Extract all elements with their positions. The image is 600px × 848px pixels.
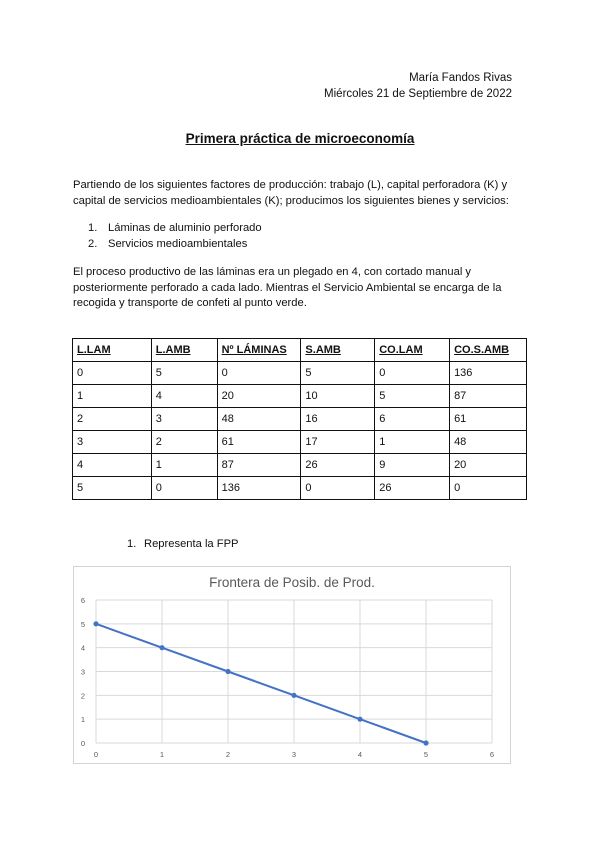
process-paragraph: El proceso productivo de las láminas era un plegado en 4, con cortado manual y posteriormente perforado a cada lado. Mientras el Servicio Ambiental se encarga de la recogida y transporte de confeti al punto verde. [73, 266, 502, 309]
author-block [324, 70, 512, 102]
table-cell: 5 [375, 385, 450, 408]
list-label: Servicios medioambientales [108, 237, 248, 250]
table-cell: 61 [217, 431, 301, 454]
x-tick-label: 5 [423, 750, 429, 759]
ppf-chart [73, 566, 511, 764]
table-cell: 2 [151, 431, 217, 454]
y-tick-label: 0 [80, 739, 85, 748]
table-cell: 3 [151, 408, 217, 431]
list-item [88, 221, 262, 237]
table-cell: 4 [151, 385, 217, 408]
table-cell: 5 [151, 362, 217, 385]
table-cell: 0 [450, 477, 527, 500]
y-tick-label: 3 [80, 667, 85, 677]
table-row [73, 385, 527, 408]
table-cell: 16 [301, 408, 375, 431]
column-header: L.AMB [151, 339, 217, 362]
table-cell: 5 [301, 362, 375, 385]
data-point [423, 740, 428, 745]
table-cell: 20 [217, 385, 301, 408]
table-cell: 17 [301, 431, 375, 454]
y-tick-label: 6 [80, 596, 85, 605]
goods-list [88, 221, 262, 252]
x-tick-label: 2 [225, 750, 231, 759]
y-tick-label: 1 [80, 715, 85, 725]
table-cell: 0 [301, 477, 375, 500]
x-tick-label: 3 [291, 750, 297, 759]
y-tick-label: 5 [80, 619, 85, 629]
chart-grid [96, 600, 492, 743]
table-cell: 0 [217, 362, 301, 385]
table-cell: 2 [73, 408, 152, 431]
x-tick-label: 1 [159, 750, 165, 759]
data-point [159, 645, 164, 650]
data-point [357, 717, 362, 722]
table-cell: 87 [450, 385, 527, 408]
column-header: Nº LÁMINAS [217, 339, 301, 362]
intro-paragraph: Partiendo de los siguientes factores de producción: trabajo (L), capital perforadora (K) y capital de servicios medioambientales (K); producimos los siguientes bienes y servicios: [73, 179, 509, 207]
y-tick-label: 2 [80, 691, 85, 701]
table-row [73, 477, 527, 500]
table-cell: 0 [151, 477, 217, 500]
table-row [73, 408, 527, 431]
table-cell: 1 [375, 431, 450, 454]
list-label: Láminas de aluminio perforado [108, 222, 262, 234]
chart-title: Frontera de Posib. de Prod. [209, 575, 375, 590]
table-cell: 87 [217, 454, 301, 477]
table-cell: 1 [151, 454, 217, 477]
table-row [73, 454, 527, 477]
list-number: 2. [88, 237, 98, 250]
table-cell: 0 [375, 362, 450, 385]
production-table [72, 338, 527, 500]
chart-ticks [81, 596, 494, 759]
table-cell: 26 [375, 477, 450, 500]
table-cell: 26 [301, 454, 375, 477]
data-point [93, 621, 98, 626]
data-point [291, 693, 296, 698]
table-header-row [73, 339, 527, 362]
table-cell: 20 [450, 454, 527, 477]
list-number: 1. [88, 222, 98, 234]
table-cell: 5 [73, 477, 152, 500]
column-header: CO.LAM [375, 339, 450, 362]
document-date: Miércoles 21 de Septiembre de 2022 [324, 88, 512, 100]
table-cell: 6 [375, 408, 450, 431]
x-tick-label: 0 [93, 750, 99, 759]
table-cell: 10 [301, 385, 375, 408]
table-cell: 1 [73, 385, 152, 408]
table-cell: 48 [450, 431, 527, 454]
table-cell: 3 [73, 431, 152, 454]
document-title: Primera práctica de microeconomía [185, 131, 415, 146]
column-header: S.AMB [301, 339, 375, 362]
author-name: María Fandos Rivas [409, 72, 512, 84]
table-cell: 61 [450, 408, 527, 431]
table-cell: 9 [375, 454, 450, 477]
data-point [225, 669, 230, 674]
table-row [73, 431, 527, 454]
task-item [127, 538, 239, 550]
chart-svg [74, 567, 510, 763]
table-cell: 48 [217, 408, 301, 431]
column-header: L.LAM [73, 339, 152, 362]
table-row [73, 362, 527, 385]
task-label: Representa la FPP [144, 538, 239, 550]
series-line [96, 624, 426, 743]
x-tick-label: 6 [489, 750, 495, 759]
y-tick-label: 4 [80, 643, 85, 653]
list-item [88, 237, 262, 253]
table-cell: 136 [450, 362, 527, 385]
table-cell: 4 [73, 454, 152, 477]
x-tick-label: 4 [357, 750, 363, 759]
column-header: CO.S.AMB [450, 339, 527, 362]
task-number: 1. [127, 538, 137, 550]
table-cell: 136 [217, 477, 301, 500]
table-cell: 0 [73, 362, 152, 385]
